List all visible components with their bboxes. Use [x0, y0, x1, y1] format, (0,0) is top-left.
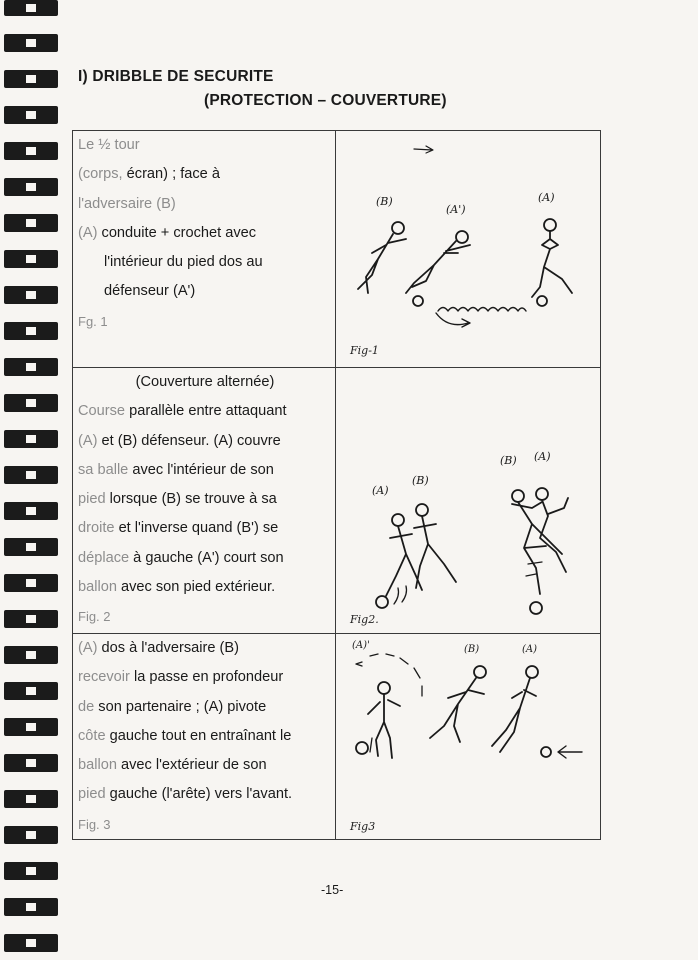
attacker-a-prime-figure [406, 231, 470, 306]
ball-icon [376, 596, 388, 608]
player-tag-a: (A) [522, 644, 538, 655]
text-line: (corps, écran) ; face à [78, 166, 220, 183]
figure-label: Fig2. [350, 613, 379, 626]
ball-icon [541, 747, 551, 757]
player-tag-a-right: (A) [534, 450, 551, 463]
ball-icon [537, 296, 547, 306]
text-line: défenseur (A') [104, 283, 196, 300]
text-line: (A) conduite + crochet avec [78, 224, 257, 241]
pair-left-figures [376, 504, 456, 608]
text-line: (A) et (B) défenseur. (A) couvre [78, 432, 281, 449]
ball-icon [413, 296, 423, 306]
figure-label: Fig3 [350, 820, 376, 833]
text-line: sa balle avec l'intérieur de son [78, 461, 274, 478]
player-tag-a: (A) [538, 191, 555, 204]
defender-b-figure [358, 222, 406, 293]
exercise-2-text [73, 368, 336, 634]
text-line: droite et l'inverse quand (B') se [78, 520, 279, 537]
text-line: (A) dos à l'adversaire (B) [78, 640, 239, 656]
text-line: recevoir la passe en profondeur [78, 669, 284, 686]
exercise-row-2 [73, 368, 601, 634]
dribble-half-turn-drawing [336, 131, 600, 367]
text-line: Course parallèle entre attaquant [78, 403, 287, 420]
player-tag-b-right: (B) [500, 454, 517, 467]
text-line: l'intérieur du pied dos au [104, 254, 263, 271]
text-line: pied gauche (l'arête) vers l'avant. [78, 786, 293, 803]
attacker-a-figure [492, 666, 582, 758]
pair-right-figures [512, 488, 568, 614]
text-line: Le ½ tour [78, 137, 140, 153]
attacker-pivot-figure [356, 682, 400, 758]
pivot-dribble-drawing [336, 634, 600, 839]
ball-icon [530, 602, 542, 614]
exercise-3-text [73, 634, 336, 840]
exercise-row-1 [73, 131, 601, 368]
player-tag-b: (B) [464, 644, 480, 655]
player-tag-a: (A) [372, 484, 389, 497]
exercise-1-figure [336, 131, 601, 368]
text-line: (Couverture alternée) [135, 374, 275, 390]
exercise-1-text [73, 131, 336, 368]
text-line: ballon avec son pied extérieur. [78, 579, 276, 596]
text-line: l'adversaire (B) [78, 195, 176, 212]
defender-b-figure [430, 666, 486, 742]
figure-label: Fig-1 [350, 344, 379, 357]
text-line: pied lorsque (B) se trouve à sa [78, 491, 277, 508]
text-line: de son partenaire ; (A) pivote [78, 698, 267, 715]
figure-reference: Fig. 3 [78, 816, 111, 832]
player-tag-a-prime: (A)' [352, 640, 370, 651]
ball-icon [356, 742, 368, 754]
exercise-2-figure [336, 368, 601, 634]
exercise-table [72, 130, 601, 840]
exercise-3-figure [336, 634, 601, 840]
figure-reference: Fig. 2 [78, 609, 111, 625]
player-tag-b: (B) [412, 474, 429, 487]
text-line: ballon avec l'extérieur de son [78, 757, 267, 774]
text-line: déplace à gauche (A') court son [78, 549, 284, 566]
page-number: -15- [321, 883, 344, 897]
text-line: côte gauche tout en entraînant le [78, 727, 292, 744]
figure-reference: Fg. 1 [78, 313, 108, 329]
section-title: I) DRIBBLE DE SECURITE [78, 68, 274, 85]
alternating-cover-drawing [336, 368, 600, 633]
spiral-binding [0, 0, 64, 960]
player-tag-a-prime: (A') [446, 203, 466, 216]
section-subtitle: (PROTECTION – COUVERTURE) [204, 92, 447, 109]
player-tag-b: (B) [376, 195, 393, 208]
attacker-a-figure [532, 219, 572, 306]
exercise-row-3 [73, 634, 601, 840]
